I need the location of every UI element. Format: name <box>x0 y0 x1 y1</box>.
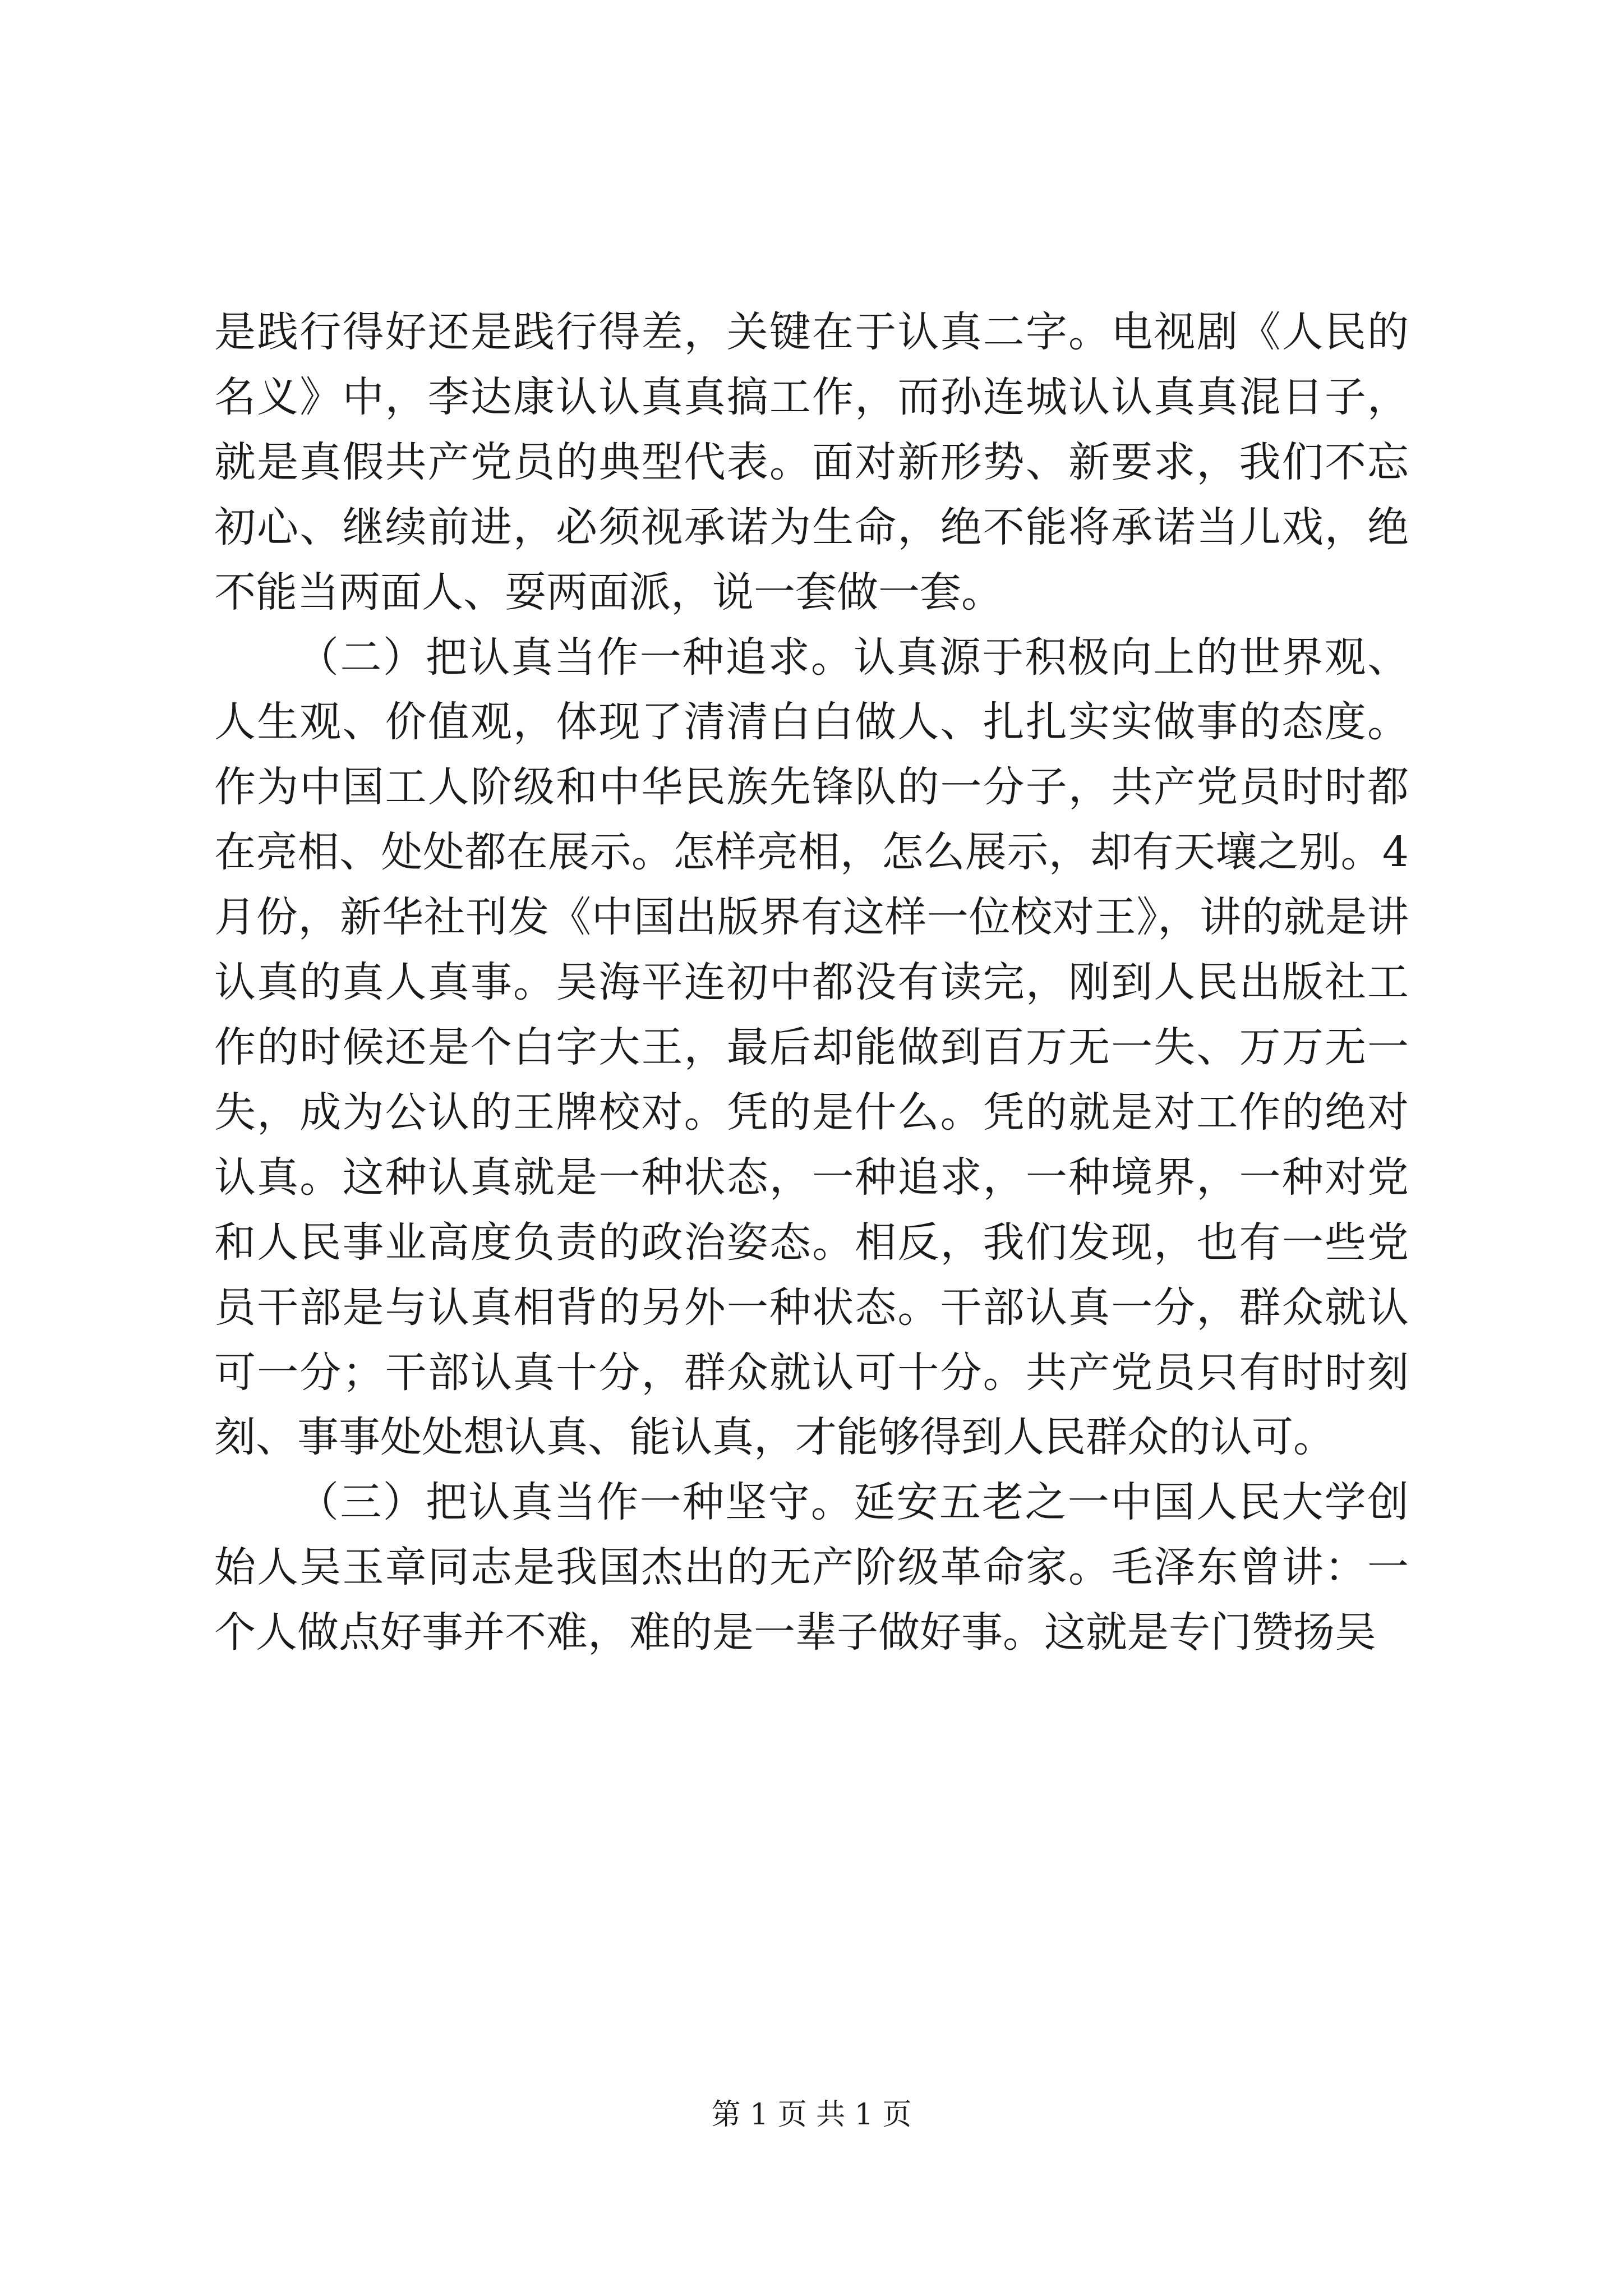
page-footer: 第 1 页 共 1 页 <box>711 2098 912 2132</box>
paragraph-section-2: （二）把认真当作一种追求。认真源于积极向上的世界观、人生观、价值观，体现了清清白白做人、扎扎实实做事的态度。作为中国工人阶级和中华民族先锋队的一分子，共产党员时时都在亮相、处处都在展示。怎样亮相，怎么展示，却有天壤之别。4月份，新华社刊发《中国出版界有这样一位校对王》，讲的就是讲认真的真人真事。吴海平连初中都没有读完，刚到人民出版社工作的时候还是个白字大王，最后却能做到百万无一失、万万无一失，成为公认的王牌校对。凭的是什么。凭的就是对工作的绝对认真。这种认真就是一种状态，一种追求，一种境界，一种对党和人民事业高度负责的政治姿态。相反，我们发现，也有一些党员干部是与认真相背的另外一种状态。干部认真一分，群众就认可一分；干部认真十分，群众就认可十分。共产党员只有时时刻刻、事事处处想认真、能认真，才能够得到人民群众的认可。 <box>214 633 1409 1462</box>
document-body <box>214 300 1409 1665</box>
paragraph-continuation: 是践行得好还是践行得差，关键在于认真二字。电视剧《人民的名义》中，李达康认认真真搞工作，而孙连城认认真真混日子，就是真假共产党员的典型代表。面对新形势、新要求，我们不忘初心、继续前进，必须视承诺为生命，绝不能将承诺当儿戏，绝不能当两面人、耍两面派，说一套做一套。 <box>214 308 1409 616</box>
paragraph-section-3: （三）把认真当作一种坚守。延安五老之一中国人民大学创始人吴玉章同志是我国杰出的无产阶级革命家。毛泽东曾讲：一个人做点好事并不难，难的是一辈子做好事。这就是专门赞扬吴 <box>214 1478 1409 1657</box>
